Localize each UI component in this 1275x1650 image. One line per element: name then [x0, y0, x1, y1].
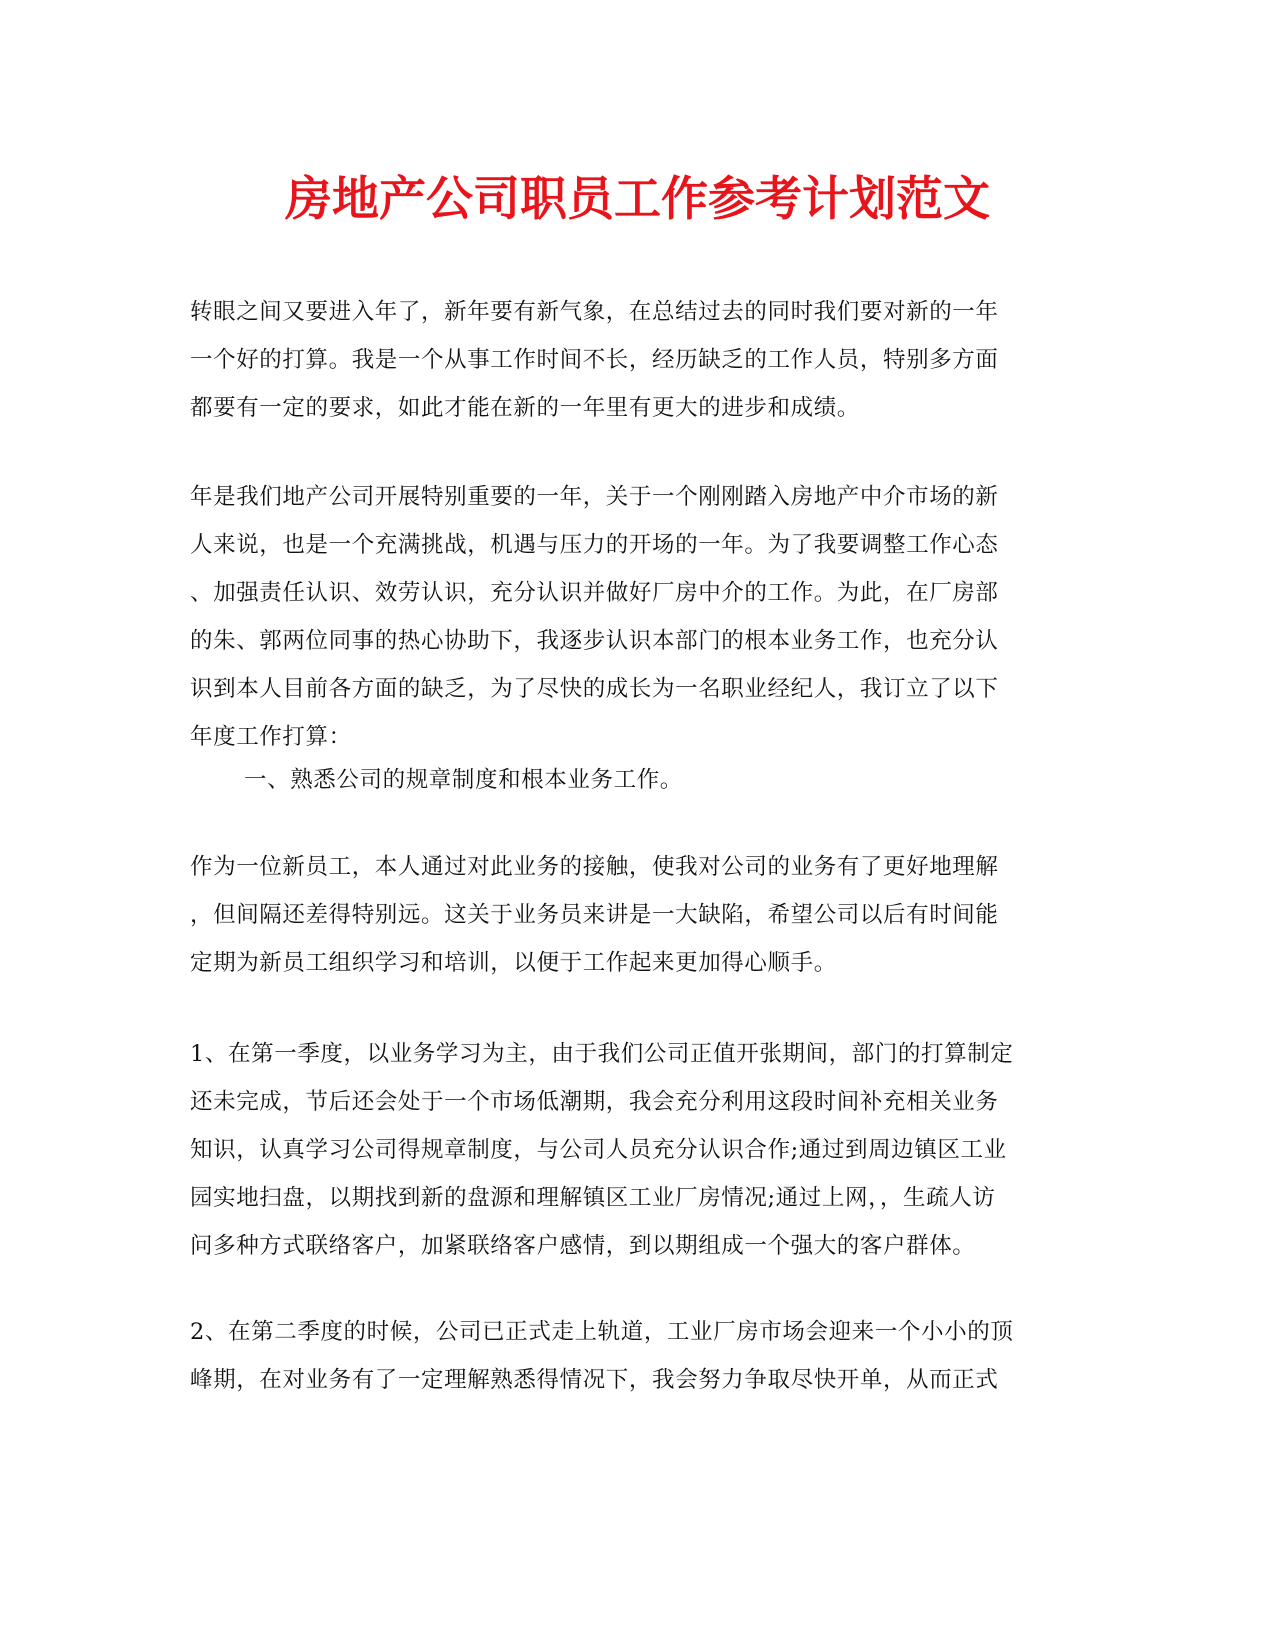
text-line: 一个好的打算。我是一个从事工作时间不长，经历缺乏的工作人员，特别多方面 — [190, 347, 999, 373]
text-line: 年是我们地产公司开展特别重要的一年，关于一个刚刚踏入房地产中介市场的新 — [190, 484, 999, 510]
paragraph-first-quarter — [190, 1030, 1090, 1270]
paragraph-second-quarter — [190, 1308, 1090, 1404]
text-line: 峰期，在对业务有了一定理解熟悉得情况下，我会努力争取尽快开单，从而正式 — [190, 1367, 999, 1393]
paragraph-new-employee — [190, 843, 1090, 987]
text-line: 知识，认真学习公司得规章制度，与公司人员充分认识合作;通过到周边镇区工业 — [190, 1137, 1007, 1163]
text-line: 还未完成，节后还会处于一个市场低潮期，我会充分利用这段时间补充相关业务 — [190, 1089, 999, 1115]
section-heading-text: 一、熟悉公司的规章制度和根本业务工作。 — [244, 767, 683, 793]
text-line: 都要有一定的要求，如此才能在新的一年里有更大的进步和成绩。 — [190, 395, 860, 421]
text-line: 2、在第二季度的时候，公司已正式走上轨道，工业厂房市场会迎来一个小小的顶 — [190, 1319, 1014, 1345]
text-line: 的朱、郭两位同事的热心协助下，我逐步认识本部门的根本业务工作，也充分认 — [190, 628, 999, 654]
text-line: 作为一位新员工，本人通过对此业务的接触，使我对公司的业务有了更好地理解 — [190, 854, 999, 880]
text-line: 定期为新员工组织学习和培训，以便于工作起来更加得心顺手。 — [190, 950, 837, 976]
text-line: 转眼之间又要进入年了，新年要有新气象，在总结过去的同时我们要对新的一年 — [190, 299, 999, 325]
paragraph-intro — [190, 288, 1090, 432]
text-line: 识到本人目前各方面的缺乏，为了尽快的成长为一名职业经纪人，我订立了以下 — [190, 676, 999, 702]
paragraph-year-overview — [190, 473, 1090, 761]
text-line: 园实地扫盘，以期找到新的盘源和理解镇区工业厂房情况;通过上网，，生疏人访 — [190, 1185, 996, 1211]
text-line: 年度工作打算： — [190, 724, 352, 750]
section-heading-1 — [190, 756, 1090, 804]
text-line: ，但间隔还差得特别远。这关于业务员来讲是一大缺陷，希望公司以后有时间能 — [190, 902, 999, 928]
document-title: 房地产公司职员工作参考计划范文 — [285, 172, 990, 227]
text-line: 1、在第一季度，以业务学习为主，由于我们公司正值开张期间，部门的打算制定 — [190, 1041, 1014, 1067]
text-line: 、加强责任认识、效劳认识，充分认识并做好厂房中介的工作。为此，在厂房部 — [190, 580, 999, 606]
text-line: 人来说，也是一个充满挑战，机遇与压力的开场的一年。为了我要调整工作心态 — [190, 532, 999, 558]
text-line: 问多种方式联络客户，加紧联络客户感情，到以期组成一个强大的客户群体。 — [190, 1233, 976, 1259]
